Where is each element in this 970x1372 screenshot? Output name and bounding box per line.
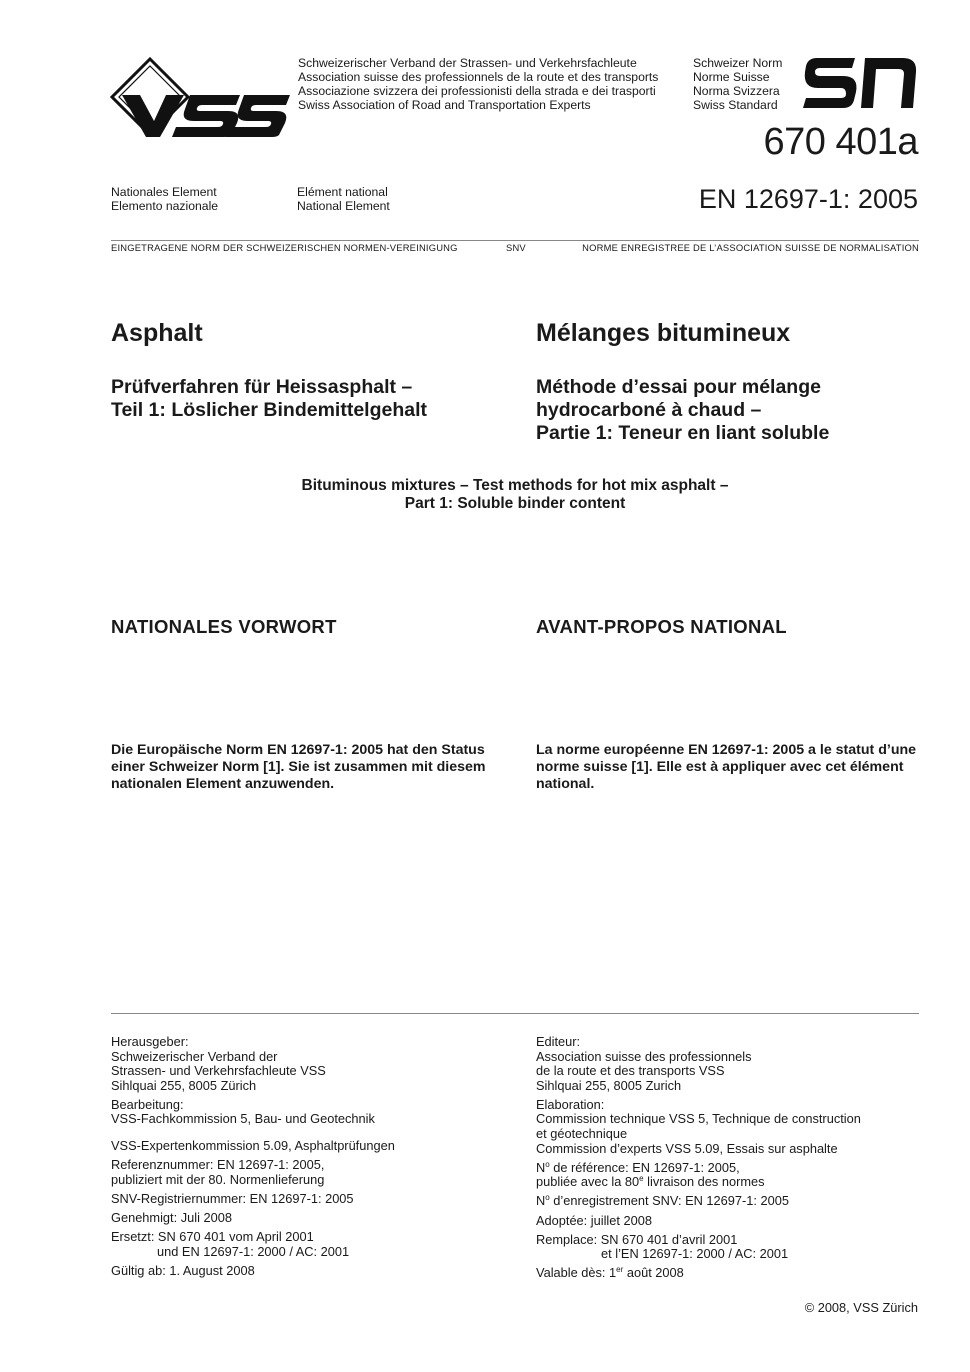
foreword-de-line: Die Europäische Norm EN 12697-1: 2005 hat den Status bbox=[111, 742, 485, 758]
registration-text: d’enregistrement SNV: EN 12697-1: 2005 bbox=[549, 1193, 789, 1209]
elaboration-commission: et géotechnique bbox=[536, 1126, 628, 1142]
registration-prefix: N bbox=[536, 1193, 546, 1209]
vss-logo bbox=[110, 57, 295, 139]
registration-line-de: EINGETRAGENE NORM DER SCHWEIZERISCHEN NORMEN-VEREINIGUNG bbox=[111, 242, 458, 253]
title-en-line: Part 1: Soluble binder content bbox=[404, 495, 626, 512]
norm-name-it: Norma Svizzera bbox=[693, 84, 780, 98]
adopted-fr: Adoptée: juillet 2008 bbox=[536, 1212, 652, 1228]
foreword-text-de bbox=[111, 742, 496, 793]
reference-prefix: N bbox=[536, 1159, 546, 1175]
registration-de: SNV-Registriernummer: EN 12697-1: 2005 bbox=[111, 1190, 354, 1206]
foreword-fr-line: norme suisse [1]. Elle est à appliquer avec cet élément bbox=[536, 759, 904, 775]
subtitle-fr-line: Partie 1: Teneur en liant soluble bbox=[536, 422, 830, 444]
publisher-line: Strassen- und Verkehrsfachleute VSS bbox=[111, 1063, 326, 1079]
elaboration-commission: Commission technique VSS 5, Technique de construction bbox=[536, 1111, 861, 1127]
sn-logo bbox=[803, 58, 919, 113]
norm-name-en: Swiss Standard bbox=[693, 98, 778, 112]
editing-label: Bearbeitung: bbox=[111, 1096, 184, 1112]
norm-type-names bbox=[693, 56, 782, 112]
registration-line-snv: SNV bbox=[506, 242, 526, 253]
replaces-fr bbox=[536, 1233, 921, 1262]
publisher-address: Sihlquai 255, 8005 Zürich bbox=[111, 1077, 257, 1093]
superscript: er bbox=[616, 1265, 624, 1275]
title-en bbox=[111, 477, 919, 513]
national-element-it: Elemento nazionale bbox=[111, 199, 219, 213]
org-name-en: Swiss Association of Road and Transportation Experts bbox=[298, 98, 591, 112]
publisher-fr bbox=[536, 1035, 921, 1093]
subtitle-fr bbox=[536, 376, 829, 445]
national-element-de: Nationales Element bbox=[111, 185, 217, 199]
approved-de: Genehmigt: Juli 2008 bbox=[111, 1209, 232, 1225]
elaboration-label: Elaboration: bbox=[536, 1096, 605, 1112]
superscript: e bbox=[639, 1174, 644, 1184]
registration-line-fr: NORME ENREGISTREE DE L’ASSOCIATION SUISSE DE NORMALISATION bbox=[582, 242, 919, 253]
reference-published-text: livraison des normes bbox=[643, 1174, 765, 1190]
expert-commission-de: VSS-Expertenkommission 5.09, Asphaltprüfungen bbox=[111, 1138, 395, 1154]
replaces-line: Remplace: SN 670 401 d’avril 2001 bbox=[536, 1231, 738, 1247]
reference-de bbox=[111, 1158, 496, 1187]
replaces-line: und EN 12697-1: 2000 / AC: 2001 bbox=[157, 1243, 350, 1259]
subtitle-de-line: Teil 1: Löslicher Bindemittelgehalt bbox=[111, 399, 428, 421]
elaboration-fr bbox=[536, 1098, 921, 1142]
foreword-fr-line: national. bbox=[536, 776, 595, 792]
valid-from-fr bbox=[536, 1266, 921, 1281]
subtitle-de-line: Prüfverfahren für Heissasphalt – bbox=[111, 376, 413, 398]
reference-number: Referenznummer: EN 12697-1: 2005, bbox=[111, 1157, 325, 1173]
publisher-de bbox=[111, 1035, 496, 1093]
reference-published bbox=[536, 1175, 921, 1190]
superscript: o bbox=[545, 1159, 550, 1169]
title-de: Asphalt bbox=[111, 319, 203, 347]
publisher-label: Herausgeber: bbox=[111, 1034, 189, 1049]
replaces-line: et l’EN 12697-1: 2000 / AC: 2001 bbox=[601, 1246, 789, 1262]
replaces-de bbox=[111, 1230, 496, 1259]
national-element-label-fr bbox=[297, 185, 390, 213]
valid-prefix: Valable dès: 1 bbox=[536, 1265, 617, 1281]
foreword-de-line: nationalen Element anzuwenden. bbox=[111, 776, 335, 792]
footer-divider bbox=[111, 1013, 919, 1014]
reference-published: publiziert mit der 80. Normenlieferung bbox=[111, 1171, 325, 1187]
organisation-names bbox=[298, 56, 658, 112]
foreword-heading-fr: AVANT-PROPOS NATIONAL bbox=[536, 616, 787, 637]
superscript: o bbox=[545, 1193, 550, 1203]
national-element-label-de bbox=[111, 185, 218, 213]
subtitle-de bbox=[111, 376, 427, 422]
title-en-line: Bituminous mixtures – Test methods for hot mix asphalt – bbox=[301, 477, 729, 494]
valid-text: août 2008 bbox=[623, 1265, 684, 1281]
foreword-de-line: einer Schweizer Norm [1]. Sie ist zusammen mit diesem bbox=[111, 759, 486, 775]
foreword-fr-line: La norme européenne EN 12697-1: 2005 a le statut d’une bbox=[536, 742, 917, 758]
publisher-address: Sihlquai 255, 8005 Zurich bbox=[536, 1077, 682, 1093]
org-name-fr: Association suisse des professionnels de la route et des transports bbox=[298, 70, 659, 84]
foreword-heading-de: NATIONALES VORWORT bbox=[111, 616, 337, 637]
reference-fr bbox=[536, 1161, 921, 1190]
norm-name-de: Schweizer Norm bbox=[693, 56, 783, 70]
valid-from-de: Gültig ab: 1. August 2008 bbox=[111, 1262, 255, 1278]
foreword-text-fr bbox=[536, 742, 921, 793]
editing-de bbox=[111, 1098, 496, 1127]
registration-fr bbox=[536, 1194, 921, 1209]
imprint-de bbox=[111, 1035, 496, 1283]
expert-commission-fr: Commission d’experts VSS 5.09, Essais sur asphalte bbox=[536, 1140, 838, 1156]
reference-published-prefix: publiée avec la 80 bbox=[536, 1174, 640, 1190]
replaces-line: Ersetzt: SN 670 401 vom April 2001 bbox=[111, 1229, 314, 1245]
reference-text: de référence: EN 12697-1: 2005, bbox=[549, 1159, 740, 1175]
editing-commission: VSS-Fachkommission 5, Bau- und Geotechnik bbox=[111, 1111, 375, 1127]
org-name-it: Associazione svizzera dei professionisti della strada e dei trasporti bbox=[298, 84, 656, 98]
publisher-line: Schweizerischer Verband der bbox=[111, 1048, 278, 1064]
national-element-fr: Elément national bbox=[297, 185, 388, 199]
publisher-label: Editeur: bbox=[536, 1034, 581, 1049]
copyright: © 2008, VSS Zürich bbox=[804, 1300, 918, 1315]
org-name-de: Schweizerischer Verband der Strassen- und Verkehrsfachleute bbox=[298, 56, 637, 70]
imprint-fr bbox=[536, 1035, 921, 1285]
reference-number bbox=[536, 1161, 921, 1176]
norm-name-fr: Norme Suisse bbox=[693, 70, 770, 84]
national-element-en: National Element bbox=[297, 199, 390, 213]
publisher-line: de la route et des transports VSS bbox=[536, 1063, 725, 1079]
publisher-line: Association suisse des professionnels bbox=[536, 1048, 752, 1064]
en-standard-number: EN 12697-1: 2005 bbox=[698, 184, 918, 214]
subtitle-fr-line: Méthode d’essai pour mélange bbox=[536, 376, 821, 398]
title-fr: Mélanges bitumineux bbox=[536, 319, 791, 347]
subtitle-fr-line: hydrocarboné à chaud – bbox=[536, 399, 762, 421]
document-number: 670 401a bbox=[763, 121, 918, 163]
header-divider bbox=[111, 240, 919, 241]
